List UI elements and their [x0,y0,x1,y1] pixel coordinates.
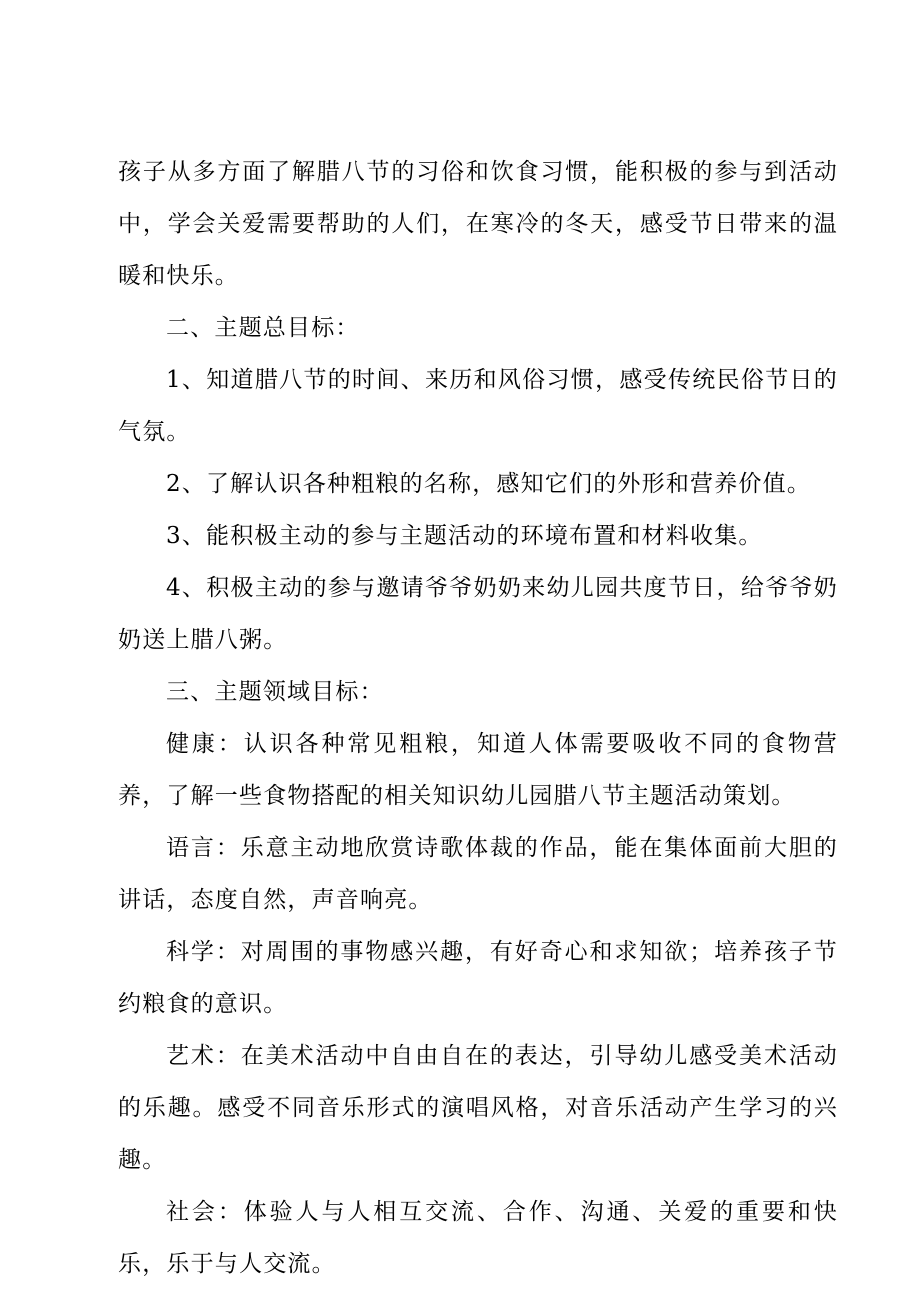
domain-goal-science: 科学：对周围的事物感兴趣，有好奇心和求知欲；培养孩子节约粮食的意识。 [118,939,838,1017]
goal-item-1: 1、知道腊八节的时间、来历和风俗习惯，感受传统民俗节日的气氛。 [118,367,838,445]
document-body [118,146,838,1290]
section-heading-overall-goals: 二、主题总目标： [166,315,360,341]
goal-item-3: 3、能积极主动的参与主题活动的环境布置和材料收集。 [166,523,763,549]
domain-goal-social: 社会：体验人与人相互交流、合作、沟通、关爱的重要和快乐，乐于与人交流。 [118,1199,838,1277]
section-heading-domain-goals: 三、主题领域目标： [166,679,384,705]
domain-goal-language: 语言：乐意主动地欣赏诗歌体裁的作品，能在集体面前大胆的讲话，态度自然，声音响亮。 [118,835,838,913]
goal-item-4: 4、积极主动的参与邀请爷爷奶奶来幼儿园共度节日，给爷爷奶奶送上腊八粥。 [118,575,838,653]
domain-goal-health: 健康：认识各种常见粗粮，知道人体需要吸收不同的食物营养，了解一些食物搭配的相关知识幼儿园腊八节主题活动策划。 [118,731,838,809]
paragraph-intro: 孩子从多方面了解腊八节的习俗和饮食习惯，能积极的参与到活动中，学会关爱需要帮助的人们，在寒冷的冬天，感受节日带来的温暖和快乐。 [118,159,838,289]
goal-item-2: 2、了解认识各种粗粮的名称，感知它们的外形和营养价值。 [166,471,812,497]
domain-goal-art: 艺术：在美术活动中自由自在的表达，引导幼儿感受美术活动的乐趣。感受不同音乐形式的演唱风格，对音乐活动产生学习的兴趣。 [118,1043,838,1173]
